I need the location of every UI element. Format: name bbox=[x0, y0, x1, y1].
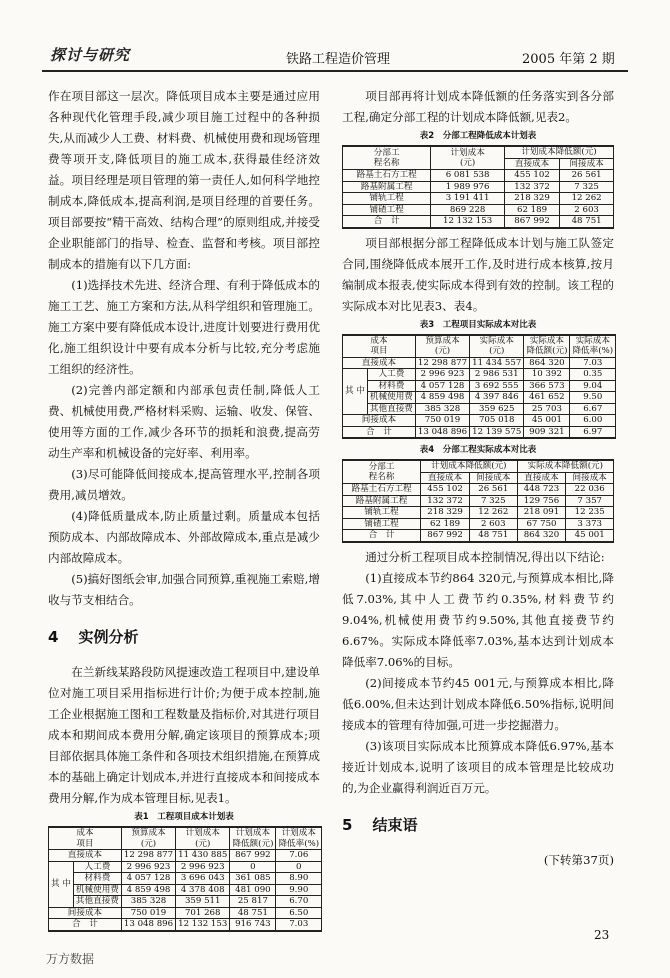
continued-note: (下转第37页) bbox=[543, 852, 614, 867]
cost-plan-table bbox=[48, 826, 322, 932]
header-cell: 直接成本 bbox=[504, 158, 559, 170]
column-badge: 探讨与研究 bbox=[50, 46, 131, 64]
paragraph: 项目部根据分部工程降低成本计划与施工队签定合同,围绕降低成本展开工作,及时进行成本核算,按月编制成本报表,使实际成本得到有效的控制。该工程的实际成本对比见表3、表4。 bbox=[342, 235, 614, 313]
header-cell: 分部工 程名称 bbox=[343, 460, 421, 484]
section-number: 5 bbox=[342, 815, 353, 834]
measure-item: (5)搞好图纸会审,加强合同预算,重视施工索赔,增收与节支相结合。 bbox=[48, 572, 320, 607]
header-cell: 成本 项目 bbox=[343, 335, 416, 358]
header-cell: 计划成本 降低额(元) bbox=[230, 827, 276, 850]
table-row: 合 计 867 992 48 751 864 320 45 001 bbox=[343, 530, 614, 542]
subproject-actual-table bbox=[342, 459, 614, 543]
page-header bbox=[0, 0, 670, 80]
header-cell: 直接成本 bbox=[421, 472, 470, 484]
table-caption: 表4 分部工程实际成本对比表 bbox=[419, 445, 537, 455]
conclusion-item: (1)直接成本节约864 320元,与预算成本相比,降低7.03%,其中人工费节约0.35%,材料费节约9.04%,机械使用费节约9.50%,其他直接费节约6.67%。实际成本降低率7.03%,基本达到计划成本降低率7.06%的目标。 bbox=[342, 570, 614, 669]
table-row: 其 中 人工费 2 996 923 2 996 923 0 0 bbox=[49, 861, 322, 873]
table-row: 间接成本 750 019 705 018 45 001 6.00 bbox=[343, 415, 616, 427]
header-cell: 实际成本降低额(元) bbox=[517, 460, 613, 472]
table-row: 其 中 人工费 2 996 923 2 986 531 10 392 0.35 bbox=[343, 369, 616, 381]
header-cell: 间接成本 bbox=[566, 472, 614, 484]
table-row: 材料费 4 057 128 3 692 555 366 573 9.04 bbox=[343, 380, 616, 392]
watermark: 万方数据 bbox=[46, 952, 95, 966]
header-cell: 分部工 程名称 bbox=[343, 146, 431, 170]
section-number: 4 bbox=[48, 628, 59, 646]
table-row: 机械使用费 4 859 498 4 378 408 481 090 9.90 bbox=[49, 884, 322, 896]
conclusion-item: (3)该项目实际成本比预算成本降低6.97%,基本接近计划成本,说明了该项目的成本管理是比较成功的,为企业赢得利润近百万元。 bbox=[342, 738, 614, 795]
header-cell: 实际成本 降低额(元) bbox=[524, 335, 570, 358]
table-row: 铺轨工程 3 191 411 218 329 12 262 bbox=[343, 193, 614, 205]
table-row: 机械使用费 4 859 498 4 397 846 461 652 9.50 bbox=[343, 392, 616, 404]
section-heading-4 bbox=[48, 627, 320, 648]
table-row: 合 计 12 132 153 867 992 48 751 bbox=[343, 216, 614, 228]
table-row: 铺轨工程 218 329 12 262 218 091 12 235 bbox=[343, 507, 614, 519]
header-cell: 预算成本 (元) bbox=[121, 827, 175, 850]
page-number: 23 bbox=[594, 928, 610, 942]
side-label: 其 中 bbox=[49, 861, 74, 907]
section-title: 实例分析 bbox=[78, 628, 139, 646]
conclusion-item: (2)间接成本节约45 001元,与预算成本相比,降低6.00%,但未达到计划成本降低6.50%指标,说明间接成本的管理有待加强,可进一步挖掘潜力。 bbox=[342, 675, 614, 732]
table-row: 材料费 4 057 128 3 696 043 361 085 8.90 bbox=[49, 873, 322, 885]
header-cell: 间接成本 bbox=[560, 158, 614, 170]
table-row: 路基附属工程 1 989 976 132 372 7 325 bbox=[343, 181, 614, 193]
section-title: 结束语 bbox=[372, 815, 418, 834]
measure-item: (3)尽可能降低间接成本,提高管理水平,控制各项费用,减员增效。 bbox=[48, 467, 320, 502]
paragraph: 通过分析工程项目成本控制情况,得出以下结论: bbox=[365, 549, 605, 564]
measure-item: (2)完善内部定额和内部承包责任制,降低人工费、机械使用费,严格材料采购、运输、收发、保管、使用等方面的工作,减少各环节的损耗和浪费,提高劳动生产率和机械设备的完好率、利用率。 bbox=[48, 383, 320, 460]
table-caption: 表2 分部工程降低成本计划表 bbox=[419, 131, 537, 141]
table-caption: 表3 工程项目实际成本对比表 bbox=[419, 319, 537, 330]
header-cell: 计划成本 降低率(%) bbox=[276, 827, 322, 850]
plan-reduction-table bbox=[342, 145, 614, 229]
table-row: 其他直接费 385 328 359 625 25 703 6.67 bbox=[343, 403, 616, 415]
table-row: 直接成本 12 298 877 11 430 885 867 992 7.06 bbox=[49, 850, 322, 862]
paragraph: 作在项目部这一层次。降低项目成本主要是通过应用各种现代化管理手段,减少项目施工过程中的各种损失,从而减少人工费、材料费、机械使用费和现场管理费等项开支,降低项目的施工成本,获得最佳经济效益。项目经理是项目管理的第一责任人,如何科学地控制成本,降低成本,提高利润,是项目经理的首要任务。项目部要按“精干高效、结构合理”的原则组成,并接受企业职能部门的指导、检查、监督和考核。项目部控制成本的措施有以下几方面: bbox=[48, 89, 320, 271]
header-cell: 计划成本降低额(元) bbox=[421, 460, 517, 472]
issue-label: 2005 年第 2 期 bbox=[522, 52, 615, 67]
header-cell: 预算成本 (元) bbox=[415, 335, 469, 358]
header-cell: 计划成本 (元) bbox=[176, 827, 230, 850]
header-cell: 成本 项目 bbox=[49, 827, 122, 850]
section-heading-5 bbox=[342, 815, 614, 836]
table-row: 直接成本 12 298 877 11 434 557 864 320 7.03 bbox=[343, 357, 616, 369]
measure-item: (4)降低质量成本,防止质量过剩。质量成本包括预防成本、内部故障成本、外部故障成本,重点是减少内部故障成本。 bbox=[48, 509, 320, 565]
table-row: 其他直接费 385 328 359 511 25 817 6.70 bbox=[49, 896, 322, 908]
side-label: 其 中 bbox=[343, 369, 368, 415]
table-header-row bbox=[343, 146, 614, 158]
header-cell: 计划成本降低额(元) bbox=[504, 146, 613, 158]
measure-item: (1)选择技术先进、经济合理、有利于降低成本的施工工艺、施工方案和方法,从科学组织和管理施工。施工方案中要有降低成本设计,进度计划要进行费用优化,施工组织设计中要有成本分析与比较,充分考虑施工组织的经济性。 bbox=[48, 278, 320, 376]
header-cell: 直接成本 bbox=[517, 472, 566, 484]
table-row: 间接成本 750 019 701 268 48 751 6.50 bbox=[49, 907, 322, 919]
left-column bbox=[48, 86, 320, 936]
table-header-row bbox=[343, 335, 616, 358]
right-column bbox=[342, 86, 614, 871]
header-cell: 间接成本 bbox=[470, 472, 518, 484]
actual-cost-table bbox=[342, 334, 616, 440]
table-caption: 表1 工程项目成本计划表 bbox=[134, 812, 234, 822]
journal-title: 铁路工程造价管理 bbox=[286, 52, 391, 67]
table-header-row bbox=[49, 827, 322, 850]
table-row: 合 计 13 048 896 12 139 575 909 321 6.97 bbox=[343, 426, 616, 438]
table-row: 路基土石方工程 455 102 26 561 448 723 22 036 bbox=[343, 484, 614, 496]
table-row: 铺碴工程 62 189 2 603 67 750 3 373 bbox=[343, 518, 614, 530]
header-cell: 实际成本 降低率(%) bbox=[570, 335, 616, 358]
table-row: 合 计 13 048 896 12 132 153 916 743 7.03 bbox=[49, 919, 322, 931]
paragraph: 项目部再将计划成本降低额的任务落实到各分部工程,确定分部工程的计划成本降低额,见表2。 bbox=[342, 89, 614, 124]
header-rule bbox=[42, 70, 628, 72]
paragraph: 在兰新线某路段防风提速改造工程项目中,建设单位对施工项目采用指标进行计价;为便于成本控制,施工企业根据施工图和工程数量及指标价,对其进行项目成本和期间成本费用分解,确定该项目的预算成本;项目部依据具体施工条件和各项技术组织措施,在预算成本的基础上确定计划成本,并进行直接成本和间接成本费用分解,作为成本管理目标,见表1。 bbox=[48, 665, 320, 805]
header-cell: 计划成本 (元) bbox=[431, 146, 505, 170]
table-row: 路基附属工程 132 372 7 325 129 756 7 357 bbox=[343, 495, 614, 507]
table-header-row bbox=[343, 460, 614, 472]
table-row: 路基土石方工程 6 081 538 455 102 26 561 bbox=[343, 170, 614, 182]
header-cell: 实际成本 (元) bbox=[470, 335, 524, 358]
table-row: 铺碴工程 869 228 62 189 2 603 bbox=[343, 204, 614, 216]
